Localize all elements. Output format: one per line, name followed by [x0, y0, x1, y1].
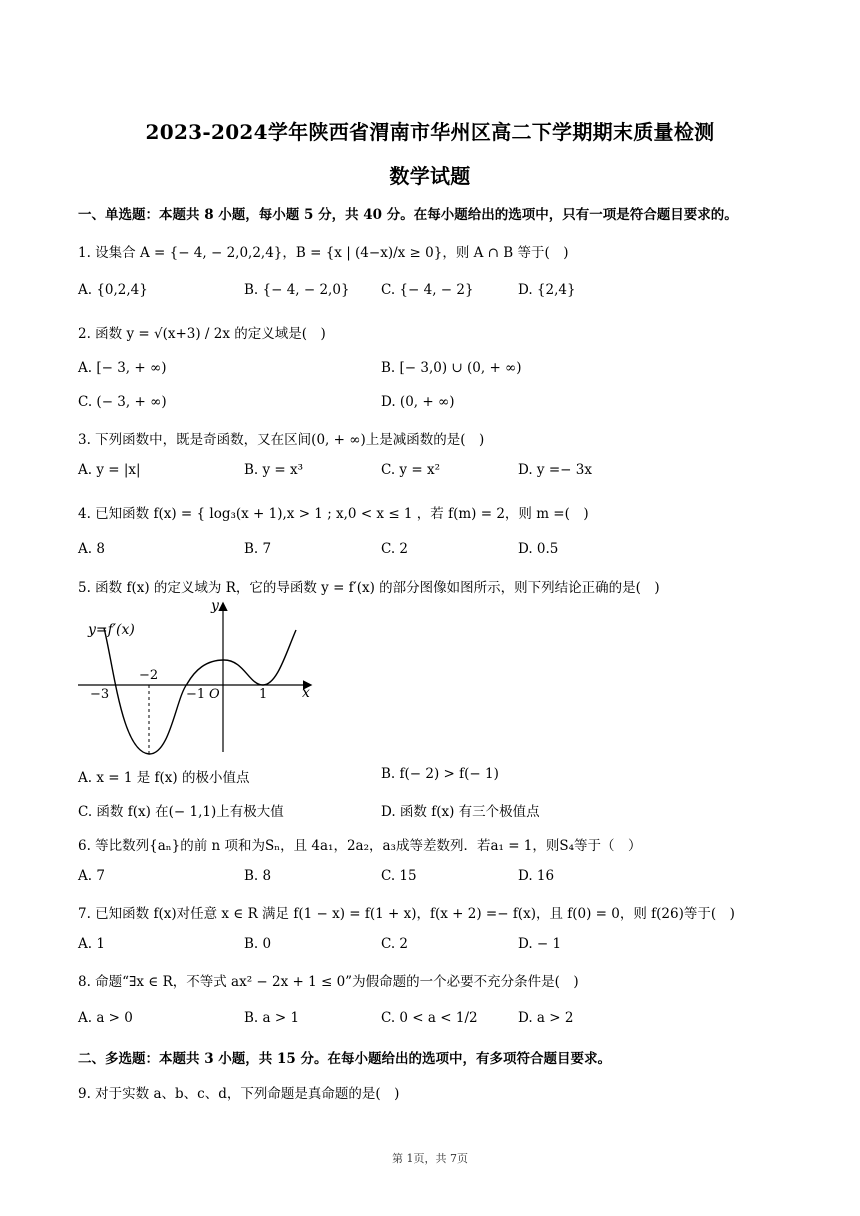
- q5-option-a: A. x = 1 是 f(x) 的极小值点: [78, 770, 250, 786]
- question-5: 5. 函数 f(x) 的定义域为 R，它的导函数 y = f′(x) 的部分图像如图所示，则下列结论正确的是( ): [78, 580, 660, 596]
- q5-option-d: D. 函数 f(x) 有三个极值点: [381, 804, 540, 820]
- tick-label-1: 1: [259, 687, 268, 702]
- question-9: 9. 对于实数 a、b、c、d，下列命题是真命题的是( ): [78, 1086, 400, 1102]
- q1-option-b: B. {− 4, − 2,0}: [244, 282, 350, 298]
- q3-option-b: B. y = x³: [244, 462, 304, 478]
- tick-label-neg2: −2: [139, 668, 159, 683]
- q1-option-a: A. {0,2,4}: [78, 282, 148, 298]
- q1-option-c: C. {− 4, − 2}: [381, 282, 474, 298]
- q4-option-a: A. 8: [78, 541, 105, 557]
- question-8: 8. 命题“∃x ∈ R，不等式 ax² − 2x + 1 ≤ 0”为假命题的一个必要不充分条件是( ): [78, 974, 579, 990]
- page-subtitle: 数学试题: [389, 164, 471, 188]
- q7-option-d: D. − 1: [518, 936, 562, 952]
- q2-option-c: C. (− 3, + ∞): [78, 394, 167, 410]
- question-4: 4. 已知函数 f(x) = { log₃(x + 1),x > 1 ; x,0 < x ≤ 1 ，若 f(m) = 2，则 m =( ): [78, 506, 589, 522]
- q7-option-c: C. 2: [381, 936, 409, 952]
- q1-option-d: D. {2,4}: [518, 282, 576, 298]
- q4-option-c: C. 2: [381, 541, 409, 557]
- question-2: 2. 函数 y = √(x+3) / 2x 的定义域是( ): [78, 326, 326, 342]
- q3-option-a: A. y = |x|: [78, 462, 141, 478]
- q6-option-c: C. 15: [381, 868, 417, 884]
- section-heading-single-choice: 一、单选题：本题共 8 小题，每小题 5 分，共 40 分。在每小题给出的选项中，只有一项是符合题目要求的。: [78, 207, 738, 223]
- q8-option-b: B. a > 1: [244, 1010, 300, 1026]
- question-1: 1. 设集合 A = {− 4, − 2,0,2,4}，B = {x | (4−x)/x ≥ 0}，则 A ∩ B 等于( ): [78, 245, 569, 261]
- y-axis-label: y: [211, 598, 219, 614]
- x-axis-label: x: [302, 685, 310, 701]
- curve-label: y=f′(x): [88, 622, 135, 638]
- q2-option-b: B. [− 3,0) ∪ (0, + ∞): [381, 360, 522, 376]
- q2-option-a: A. [− 3, + ∞): [78, 360, 167, 376]
- q6-option-a: A. 7: [78, 868, 105, 884]
- q2-option-d: D. (0, + ∞): [381, 394, 455, 410]
- q5-option-b: B. f(− 2) > f(− 1): [381, 766, 499, 782]
- q8-option-c: C. 0 < a < 1/2: [381, 1010, 478, 1026]
- q6-option-b: B. 8: [244, 868, 272, 884]
- q8-option-a: A. a > 0: [78, 1010, 133, 1026]
- q4-option-b: B. 7: [244, 541, 272, 557]
- q7-option-b: B. 0: [244, 936, 272, 952]
- question-6: 6. 等比数列{aₙ}的前 n 项和为Sₙ，且 4a₁，2a₂，a₃成等差数列．若a₁ = 1，则S₄等于（ ）: [78, 838, 642, 854]
- q7-option-a: A. 1: [78, 936, 105, 952]
- page-title: 2023-2024学年陕西省渭南市华州区高二下学期期末质量检测: [145, 120, 715, 144]
- q6-option-d: D. 16: [518, 868, 555, 884]
- q5-option-c: C. 函数 f(x) 在(− 1,1)上有极大值: [78, 804, 284, 820]
- tick-label-neg1: −1: [186, 687, 206, 702]
- question-3: 3. 下列函数中，既是奇函数，又在区间(0, + ∞)上是减函数的是( ): [78, 432, 485, 448]
- derivative-graph: [74, 598, 324, 756]
- q3-option-d: D. y =− 3x: [518, 462, 592, 478]
- page-footer: 第 1页，共 7页: [392, 1152, 468, 1165]
- section-heading-multi-choice: 二、多选题：本题共 3 小题，共 15 分。在每小题给出的选项中，有多项符合题目要求。: [78, 1051, 611, 1067]
- q4-option-d: D. 0.5: [518, 541, 559, 557]
- q3-option-c: C. y = x²: [381, 462, 440, 478]
- q8-option-d: D. a > 2: [518, 1010, 574, 1026]
- tick-label-neg3: −3: [90, 687, 110, 702]
- question-7: 7. 已知函数 f(x)对任意 x ∈ R 满足 f(1 − x) = f(1 + x)，f(x + 2) =− f(x)，且 f(0) = 0，则 f(26)等于( ): [78, 906, 735, 922]
- origin-label: O: [209, 687, 220, 702]
